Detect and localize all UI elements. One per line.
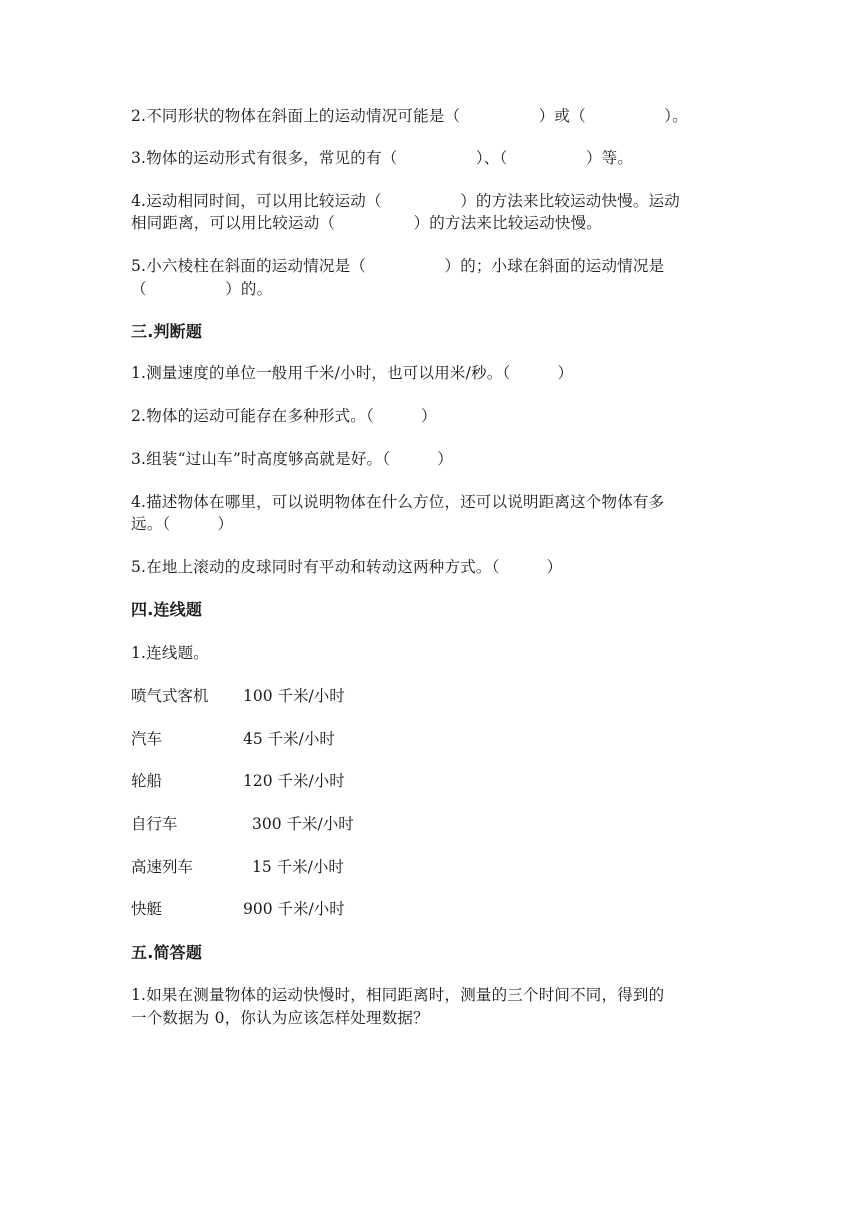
fill-blank-q3: 3.物体的运动形式有很多，常见的有（ ）、（ ）等。 (131, 149, 634, 167)
vehicle-name: 汽车 (131, 730, 163, 748)
judgement-q1: 1.测量速度的单位一般用千米/小时，也可以用米/秒。（ ） (131, 364, 574, 382)
short-answer-q1-line2: 一个数据为 0，你认为应该怎样处理数据？ (131, 1009, 429, 1027)
vehicle-name: 轮船 (131, 772, 163, 790)
fill-blank-q2: 2.不同形状的物体在斜面上的运动情况可能是（ ）或（ ）。 (131, 107, 688, 125)
vehicle-name: 高速列车 (131, 858, 194, 876)
speed-value: 100 千米/小时 (243, 687, 345, 705)
vehicle-name: 自行车 (131, 815, 178, 833)
section-title-matching: 四.连线题 (131, 600, 203, 619)
judgement-q4-line1: 4.描述物体在哪里，可以说明物体在什么方位，还可以说明距离这个物体有多 (131, 493, 665, 511)
judgement-q2: 2.物体的运动可能存在多种形式。（ ） (131, 407, 437, 425)
judgement-q5: 5.在地上滚动的皮球同时有平动和转动这两种方式。（ ） (131, 558, 563, 576)
vehicle-name: 快艇 (131, 900, 163, 918)
speed-value: 15 千米/小时 (252, 858, 344, 876)
fill-blank-q5-line1: 5.小六棱柱在斜面的运动情况是（ ）的；小球在斜面的运动情况是 (131, 257, 665, 275)
vehicle-name: 喷气式客机 (131, 687, 209, 705)
judgement-q3: 3.组装“过山车”时高度够高就是好。（ ） (131, 450, 453, 468)
section-title-judgement: 三.判断题 (131, 322, 203, 341)
matching-question: 1.连线题。 (131, 644, 209, 662)
speed-value: 300 千米/小时 (252, 815, 354, 833)
fill-blank-q4-line1: 4.运动相同时间，可以用比较运动（ ）的方法来比较运动快慢。运动 (131, 192, 680, 210)
section-title-short-answer: 五.简答题 (131, 943, 203, 962)
fill-blank-q4-line2: 相同距离，可以用比较运动（ ）的方法来比较运动快慢。 (131, 214, 603, 232)
speed-value: 45 千米/小时 (243, 730, 335, 748)
speed-value: 120 千米/小时 (243, 772, 345, 790)
speed-value: 900 千米/小时 (243, 900, 345, 918)
judgement-q4-line2: 远。（ ） (131, 515, 234, 533)
fill-blank-q5-line2: （ ）的。 (131, 280, 273, 298)
short-answer-q1-line1: 1.如果在测量物体的运动快慢时，相同距离时，测量的三个时间不同，得到的 (131, 986, 665, 1004)
